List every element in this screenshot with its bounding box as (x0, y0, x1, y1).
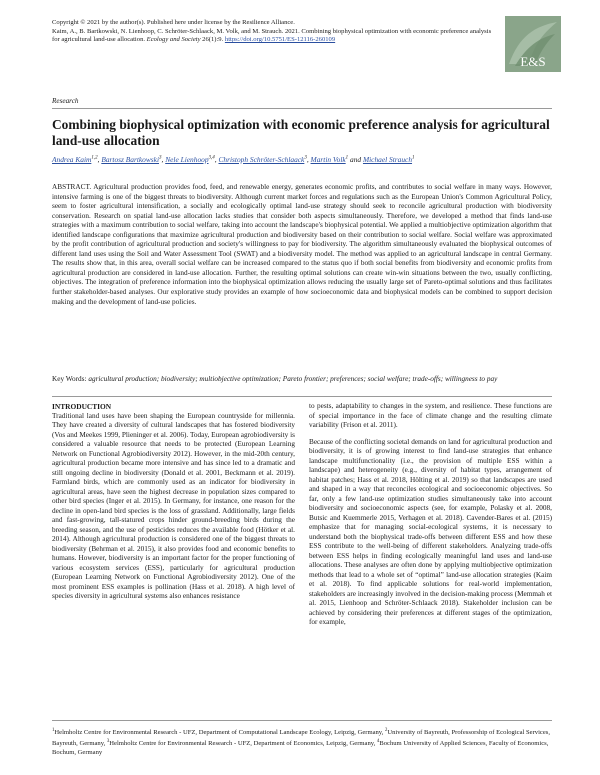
author-name[interactable]: Michael Strauch (362, 155, 413, 164)
footnote-text: Helmholtz Centre for Environmental Research - UFZ, Department of Economics, Leipzig, Germany, (109, 740, 377, 748)
body-column-left (52, 402, 295, 609)
author-name[interactable]: Martin Volk (310, 155, 346, 164)
author-affiliation-marker: 3 (304, 155, 307, 161)
author-name[interactable]: Nele Lienhoop (165, 155, 209, 164)
divider-footnotes (52, 720, 552, 721)
citation-header (52, 19, 492, 45)
intro-paragraph-1: Traditional land uses have been shaping the European countryside for millennia. They have created a diversity of cultural landscapes that has fostered biodiversity (Vos and Meekes 1999, Plieninger et al. 2006). Today, European agrobiodiversity is considered a valuable resource that needs to be protected (European Learning Network on Functional Agrobiodiversity 2012). However, in the mid-20th century, agricultural production became more intensive and has since led to a dramatic and still ongoing decline in biodiversity (Donald et al. 2001, Beckmann et al. 2019). Farmland birds, which are commonly used as an indicator for biodiversity in agricultural areas, have seen the highest decrease in population sizes compared to other bird species (Inger et al. 2015). In Germany, for instance, one reason for the decline in open-land bird species is the loss of grassland. Additionally, large fields and fast-growing, tall-statured crops hinder ground-breeding birds during the breeding season, and the use of pesticides reduces the available food (Hötker et al. 2014). Although agricultural production is considered one of the biggest threats to biodiversity (Behrman et al. 2015), it also provides food and economic benefits to humans. However, biodiversity is an important factor for the proper functioning of various ecosystem services (ESS), particularly for agricultural production (European Learning Network on Functional Agrobiodiversity 2012). One of the most prominent ESS examples is pollination (Hass et al. 2018). A high level of species diversity in agricultural systems also enhances resistance (52, 411, 295, 600)
footnote-text: University of Bayreuth, Professorship of Ecological Services, Bayreuth, Germany, (52, 729, 550, 748)
section-label: Research (52, 97, 79, 105)
journal-logo (505, 16, 561, 72)
footnote-number: 1 (52, 728, 55, 733)
section-heading-introduction: INTRODUCTION (52, 402, 112, 411)
intro-paragraph-2: Because of the conflicting societal demands on land for agricultural production and biodiversity, it is of growing interest to find land-use strategies that enhance landscape multifunctionality (i.e., the provision of multiple ESS within a landscape) and heterogeneity (e.g., diversity of habitat types, arrangement of habitat patches; Hass et al. 2018, Hölting et al. 2019) so that landscapes are used and shaped in a way that reconciles ecological and socioeconomic objectives. So far, only a few land-use optimization studies simultaneously take into account biodiversity and socioeconomic aspects (see, for example, Polasky et al. 2008, Butsic and Kuemmerle 2015, Verhagen et al. 2018). Cavender-Bares et al. (2015) emphasize that for managing social-ecological systems, it is necessary to understand both the biophysical trade-offs between different ESS and how these ESS contribute to the well-being of different stakeholders. Analyzing trade-offs between ESS helps in finding ecologically meaningful land uses and land-use allocations. These analyses are often done by applying multiobjective optimization methods that lead to a whole set of “optimal” land-use allocation strategies (Kaim et al. 2018). To find applicable solutions for real-world implementation, stakeholders are increasingly involved in the decision-making process (Memmah et al. 2015, Lienhoop and Schröter-Schlaack 2018). Stakeholder inclusion can be achieved by considering their preferences at different stages of the optimization, for example, (309, 437, 552, 626)
logo-text: E&S (520, 54, 546, 69)
body-column-right (309, 402, 552, 635)
author-affiliation-marker: 3,4 (208, 155, 215, 161)
divider-body (52, 396, 552, 397)
author-name[interactable]: Bartosz Bartkowski (101, 155, 160, 164)
author-affiliation-marker: 1,2 (91, 155, 98, 161)
author-affiliation-marker: 1 (345, 155, 349, 161)
abstract: ABSTRACT. Agricultural production provides food, feed, and renewable energy, generates economic profits, and contributes to social welfare in many ways. However, intensive farming is one of the biggest threats to biodiversity. Although current market forces and regulations such as the European Union's Common Agricultural Policy, seem to foster agricultural intensification, a socially and ecologically optimal land-use strategy should seek to reconcile agricultural production with biodiversity conservation. Research on spatial land-use allocation lacks studies that consider both aspects simultaneously. Therefore, we developed a method that finds land-use strategies with a maximum contribution to social welfare, taking into account the landscape's biophysical potential. We applied a multiobjective optimization algorithm that identified landscape configurations that maximize agricultural production and biodiversity based on their contribution to social welfare. Social welfare was approximated by the profit contribution of agricultural production and society's willingness to pay for biodiversity. The algorithm simultaneously evaluated the biophysical outcomes of different land uses using the Soil and Water Assessment Tool (SWAT) and a biodiversity model. The method was applied to an agricultural landscape in central Germany. The results show that, in this area, overall social welfare can be increased compared to the status quo if both social benefits from biodiversity and economic profits from agricultural production are considered in land-use allocation. Further, the resulting optimal solutions can create win-win situations between the two, usually conflicting, objectives. The integration of preference information into the biophysical optimization allows reducing the usually large set of Pareto-optimal solutions and thus facilitates further stakeholder-based analyses. Our explorative study provides an example of how socioeconomic data and biophysical models can be combined to support decision making and the development of land-use policies. (52, 183, 552, 306)
keywords-text: agricultural production; biodiversity; multiobjective optimization; Pareto frontier; preferences; social welfare; trade-offs; willingness to pay (88, 375, 498, 383)
keywords (52, 375, 552, 385)
author-affiliation-marker: 1 (412, 155, 415, 161)
doi-link[interactable]: https://doi.org/10.5751/ES-12116-260109 (224, 36, 336, 44)
author-list: Andrea Kaim$^{1,2}$, Bartosz Bartkowski$^3$, Nele Lienhoop$^{3,4}$, Christoph Schröter-Schlaack$^3$, Martin Volk$^1$ and Michael Strauch$^1$ (52, 155, 415, 164)
affiliation-footnotes (52, 727, 552, 758)
citation-line (52, 28, 492, 45)
citation-text: Kaim, A., B. Bartkowski, N. Lienhoop, C. Schröter-Schlaack, M. Volk, and M. Strauch. 2021. Combining biophysical optimization with economic preference analysis for agricultural land-use allocation. (52, 27, 492, 44)
author-conjunction: and (350, 155, 362, 164)
divider-top (52, 108, 552, 109)
author-affiliation-marker: 3 (159, 155, 162, 161)
footnote-text: Helmholtz Centre for Environmental Research - UFZ, Department of Computational Landscape Ecology, Leipzig, Germany, (54, 729, 385, 737)
footnote-text: Bochum University of Applied Sciences, Faculty of Economics, Bochum, Germany (52, 740, 549, 756)
footnote-number: 4 (376, 738, 380, 744)
footnote-number: 3 (106, 738, 110, 744)
copyright-line: Copyright © 2021 by the author(s). Published here under license by the Resilience Alliance. (52, 19, 295, 26)
intro-paragraph-1-continued: to pests, adaptability to changes in the system, and resilience. These functions are of special importance in the face of climate change and the resulting climate variability (Frison et al. 2011). (309, 402, 552, 429)
article-title: Combining biophysical optimization with economic preference analysis for agricultural land-use allocation (52, 117, 550, 148)
footnote-number: 2 (384, 728, 388, 733)
journal-name: Ecology and Society (146, 36, 201, 44)
volume-info: 26(1):9. (202, 36, 224, 44)
author-name[interactable]: Andrea Kaim (52, 155, 92, 164)
keywords-label: Key Words: (52, 375, 87, 383)
author-name[interactable]: Christoph Schröter-Schlaack (218, 155, 305, 164)
